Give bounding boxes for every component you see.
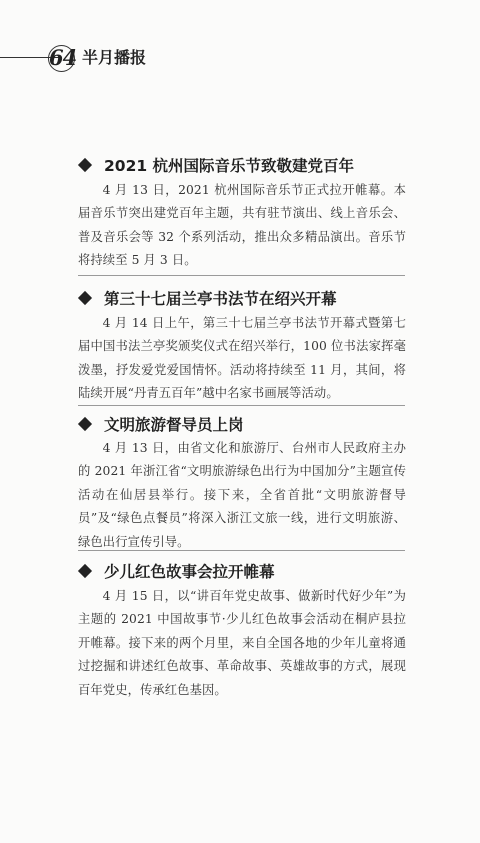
diamond-bullet-icon <box>78 158 92 172</box>
page-number: 64 <box>49 45 77 70</box>
article-title: 文明旅游督导员上岗 <box>104 416 244 434</box>
article-body: 4 月 13 日，2021 杭州国际音乐节正式拉开帷幕。本届音乐节突出建党百年主题，共有驻节演出、线上音乐会、普及音乐会等 32 个系列活动，推出众多精品演出。音乐节将持续至 5 月 3 日。 <box>78 183 406 268</box>
divider <box>78 405 405 406</box>
diamond-bullet-icon <box>78 564 92 578</box>
page-header <box>0 40 480 80</box>
divider <box>78 550 405 551</box>
diamond-bullet-icon <box>78 291 92 305</box>
article-title: 2021 杭州国际音乐节致敬建党百年 <box>104 157 355 175</box>
article-title: 第三十七届兰亭书法节在绍兴开幕 <box>104 290 337 308</box>
divider <box>78 275 405 276</box>
article-heading <box>78 412 244 436</box>
article-body: 4 月 14 日上午，第三十七届兰亭书法节开幕式暨第七届中国书法兰亭奖颁奖仪式在绍兴举行，100 位书法家挥毫泼墨，抒发爱党爱国情怀。活动将持续至 11 月，其间，将陆续开展“丹青五百年”越中名家书画展等活动。 <box>78 316 406 401</box>
article-body: 4 月 15 日，以“讲百年党史故事、做新时代好少年”为主题的 2021 中国故事节·少儿红色故事会活动在桐庐县拉开帷幕。接下来的两个月里，来自全国各地的少年儿童将通过挖掘和讲述红色故事、革命故事、英雄故事的方式，展现百年党史，传承红色基因。 <box>78 589 406 697</box>
article-body: 4 月 13 日，由省文化和旅游厅、台州市人民政府主办的 2021 年浙江省“文明旅游绿色出行为中国加分”主题宣传活动在仙居县举行。接下来，全省首批“文明旅游督导员”及“绿色点餐员”将深入浙江文旅一线，进行文明旅游、绿色出行宣传引导。 <box>78 441 406 549</box>
article-title: 少儿红色故事会拉开帷幕 <box>104 563 275 581</box>
article-heading <box>78 286 337 310</box>
article-heading <box>78 559 275 583</box>
article-heading <box>78 153 354 177</box>
diamond-bullet-icon <box>78 417 92 431</box>
section-title: 半月播报 <box>82 48 147 67</box>
